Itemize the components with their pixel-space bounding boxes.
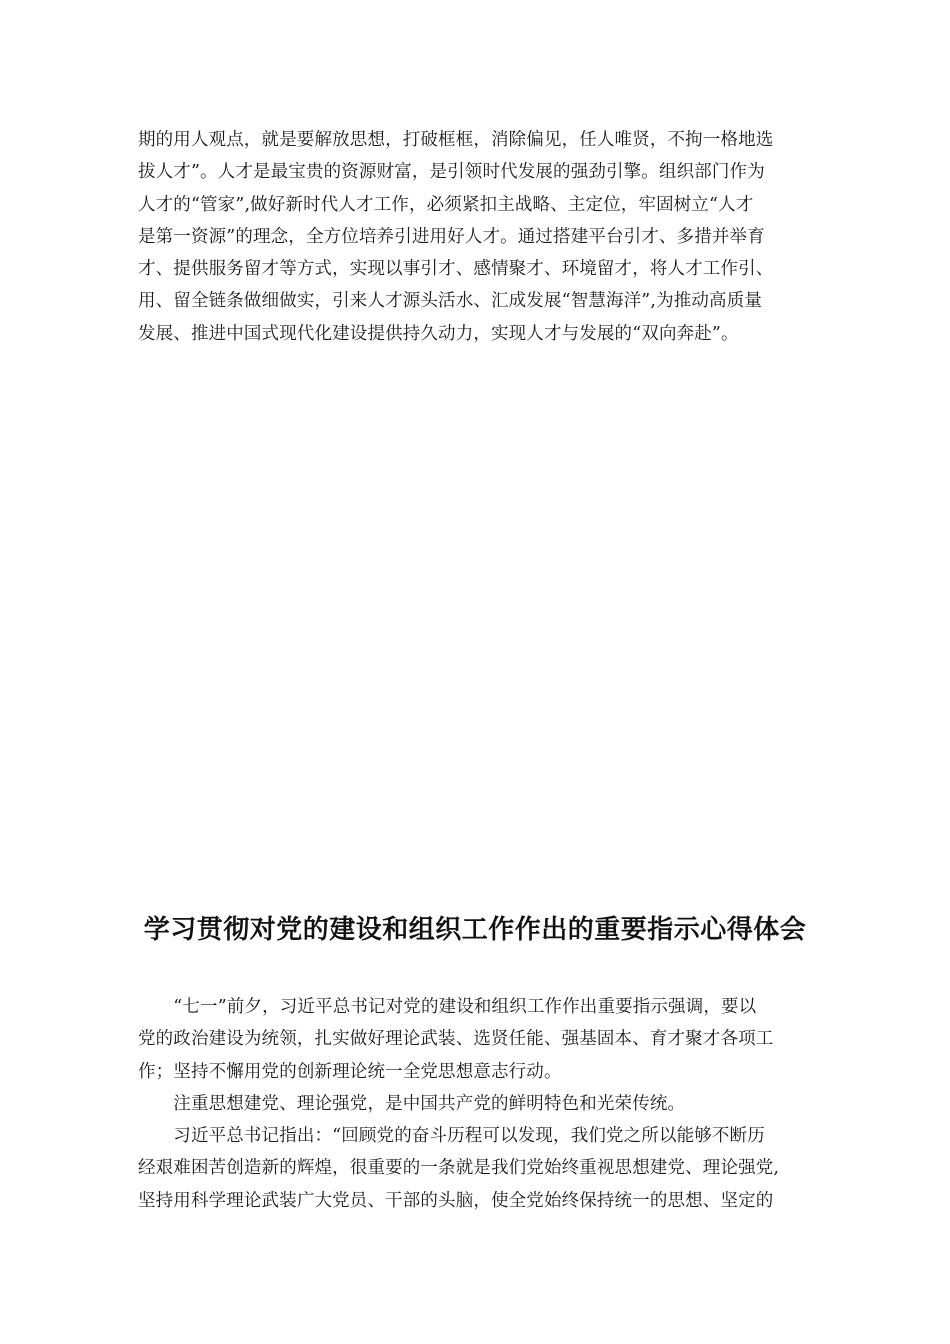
text-line: 经艰难困苦创造新的辉煌，很重要的一条就是我们党始终重视思想建党、理论强党, (138, 1158, 780, 1179)
text-line: 习近平总书记指出：“回顾党的奋斗历程可以发现，我们党之所以能够不断历 (138, 1126, 765, 1147)
text-line: 是第一资源”的理念，全方位培养引进用好人才。通过搭建平台引才、多措并举育 (138, 226, 765, 247)
text-line: 才、提供服务留才等方式，实现以事引才、感情聚才、环境留才，将人才工作引、 (138, 259, 774, 280)
text-line: 坚持用科学理论武装广大党员、干部的头脑，使全党始终保持统一的思想、坚定的 (138, 1190, 774, 1211)
bottom-paragraph (138, 991, 838, 1217)
text-line: 发展、推进中国式现代化建设提供持久动力，实现人才与发展的“双向奔赴”。 (138, 323, 739, 344)
article-title: 学习贯彻对党的建设和组织工作作出的重要指示心得体会 (143, 915, 807, 945)
text-line: 党的政治建设为统领，扎实做好理论武装、选贤任能、强基固本、育才聚才各项工 (138, 1029, 774, 1050)
top-paragraph (138, 124, 838, 350)
text-line: 作；坚持不懈用党的创新理论统一全党思想意志行动。 (138, 1061, 562, 1082)
text-line: 拔人才”。人才是最宝贵的资源财富，是引领时代发展的强劲引擎。组织部门作为 (138, 162, 765, 183)
text-line: “七一”前夕，习近平总书记对党的建设和组织工作作出重要指示强调，要以 (138, 997, 757, 1017)
text-line: 期的用人观点，就是要解放思想，打破框框，消除偏见，任人唯贤，不拘一格地选 (138, 130, 774, 150)
text-line: 用、留全链条做细做实，引来人才源头活水、汇成发展“智慧海洋”,为推动高质量 (138, 291, 763, 312)
text-line: 注重思想建党、理论强党，是中国共产党的鲜明特色和光荣传统。 (138, 1093, 686, 1114)
text-line: 人才的“管家”,做好新时代人才工作，必须紧扣主战略、主定位，牢固树立“人才 (138, 194, 754, 215)
